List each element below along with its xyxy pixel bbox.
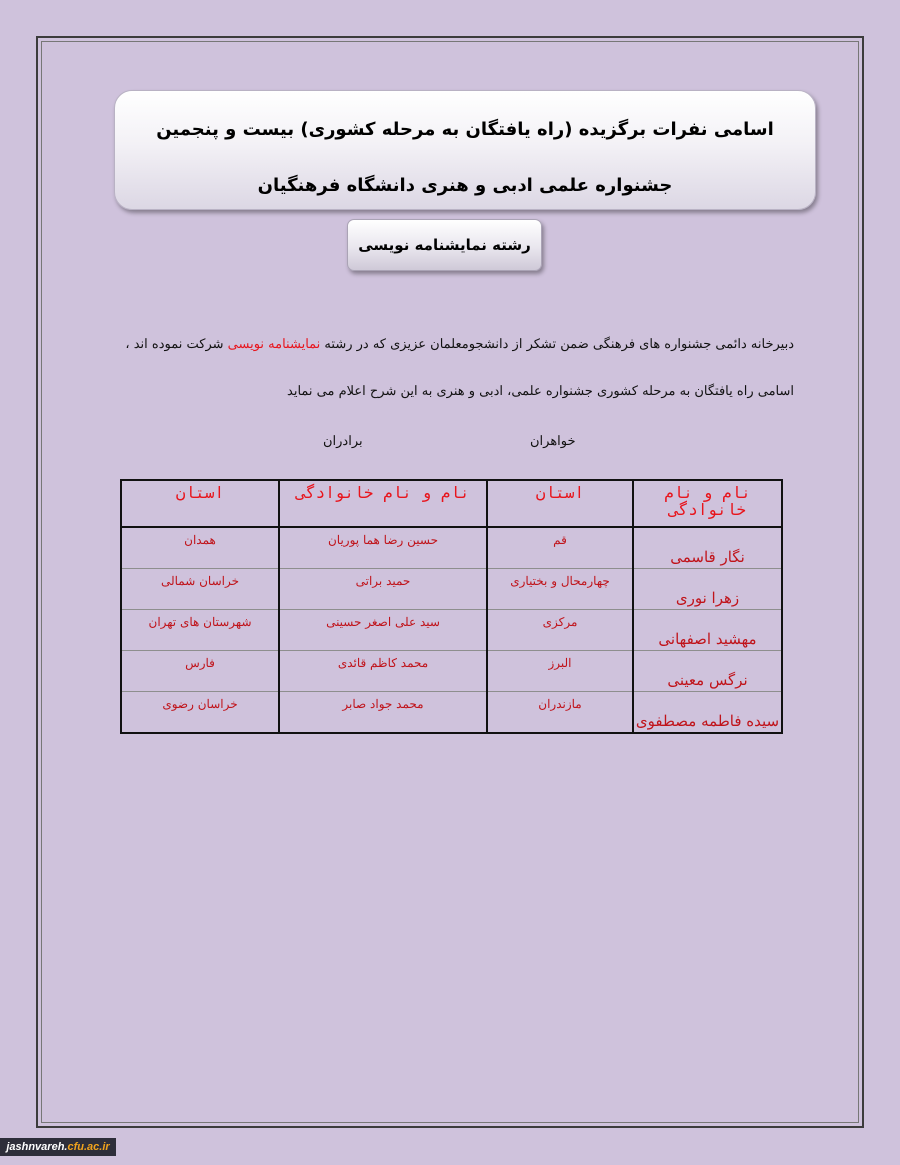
cell-brother-name: محمد کاظم قائدی [279,651,487,692]
winners-table [120,479,783,734]
cell-sister-province: البرز [487,651,633,692]
cell-brother-name: سید علی اصغر حسینی [279,610,487,651]
table-row [121,651,782,692]
header-sister-name: نام و نام خانوادگی [633,480,782,527]
cell-brother-province: فارس [121,651,279,692]
subtitle-box: رشته نمایشنامه نویسی [347,219,542,271]
intro-line-1 [125,337,794,352]
table-row [121,610,782,651]
cell-brother-name: حمید براتی [279,569,487,610]
cell-sister-name: نرگس معینی [633,651,782,692]
title-line-1: اسامی نفرات برگزیده (راه یافتگان به مرحله کشوری) بیست و پنجمین [156,119,774,140]
cell-sister-province: قم [487,527,633,569]
footer-prefix: jashnvareh. [6,1141,68,1153]
table-header-row [121,480,782,527]
group-label-brothers: برادران [323,434,363,449]
cell-sister-province: چهارمحال و بختیاری [487,569,633,610]
intro-text-before: دبیرخانه دائمی جشنواره های فرهنگی ضمن تشکر از دانشجومعلمان عزیزی که در رشته [320,337,794,352]
title-box [114,90,816,210]
footer-watermark [0,1138,116,1156]
intro-line-2: اسامی راه یافتگان به مرحله کشوری جشنواره علمی، ادبی و هنری به این شرح اعلام می نماید [287,384,794,399]
cell-brother-province: شهرستان های تهران [121,610,279,651]
table-row [121,527,782,569]
cell-brother-name: حسین رضا هما پوریان [279,527,487,569]
header-brother-province: استان [121,480,279,527]
cell-sister-name: نگار قاسمی [633,527,782,569]
group-label-sisters: خواهران [530,434,576,449]
cell-brother-province: خراسان رضوی [121,692,279,734]
cell-sister-name: مهشید اصفهانی [633,610,782,651]
title-line-2: جشنواره علمی ادبی و هنری دانشگاه فرهنگیان [257,175,673,196]
header-sister-province: استان [487,480,633,527]
cell-sister-province: مرکزی [487,610,633,651]
intro-text-after: شرکت نموده اند ، [125,337,228,352]
intro-highlight: نمایشنامه نویسی [227,337,321,352]
cell-brother-province: خراسان شمالی [121,569,279,610]
cell-sister-name: زهرا نوری [633,569,782,610]
cell-sister-province: مازندران [487,692,633,734]
table-row [121,569,782,610]
table-row [121,692,782,734]
cell-brother-name: محمد جواد صابر [279,692,487,734]
footer-domain: cfu.ac.ir [67,1141,110,1153]
header-brother-name: نام و نام خانوادگی [279,480,487,527]
cell-brother-province: همدان [121,527,279,569]
cell-sister-name: سیده فاطمه مصطفوی [633,692,782,734]
